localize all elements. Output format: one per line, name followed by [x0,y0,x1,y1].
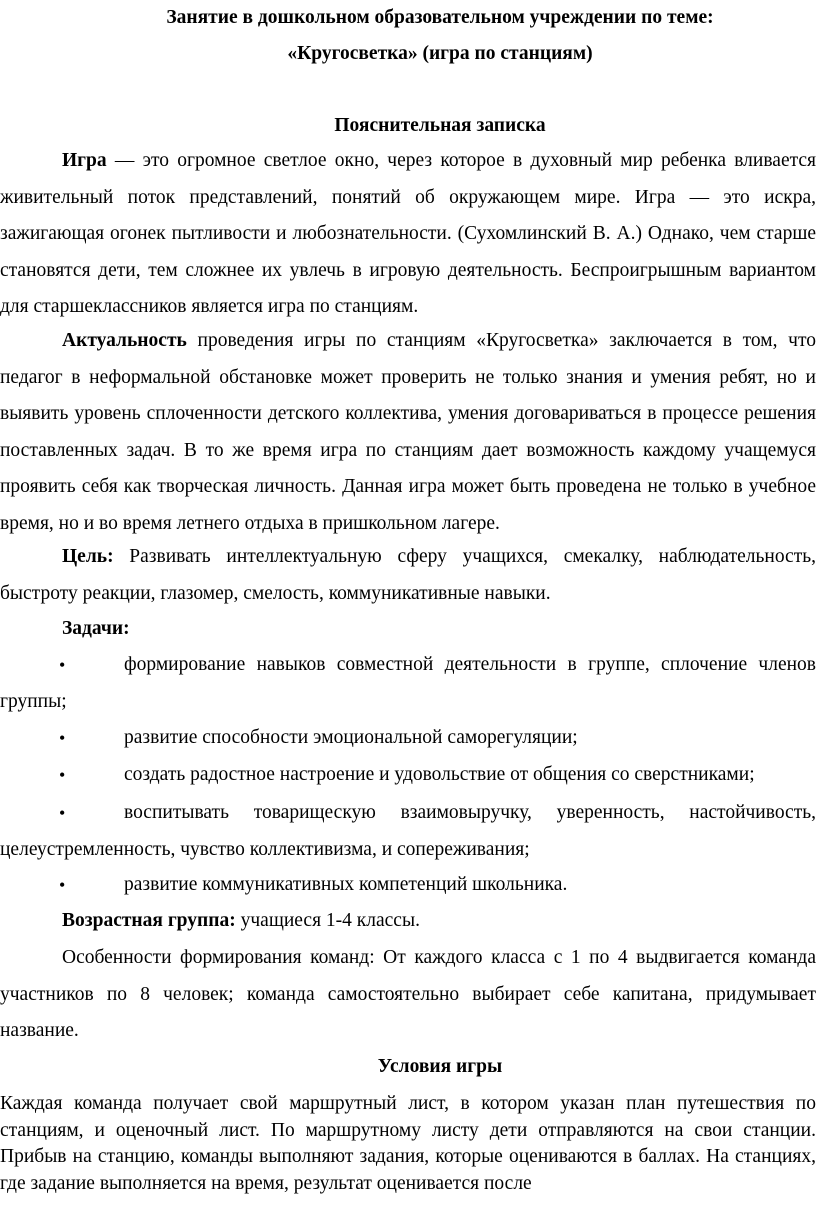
intro-text: — это огромное светлое окно, через которое в духовный мир ребенка вливается живительный поток представлений, понятий об окружающем мире. Игра — это искра, зажигающая огонек пытливости и любознательности. (Сухомлинский В. А.) Однако, чем старше становятся дети, тем сложнее их увлечь в игровую деятельность. Беспроигрышным вариантом для старшеклассников является игра по станциям. [0,150,816,317]
age-group-lead: Возрастная группа: [62,910,236,931]
relevance-lead: Актуальность [62,330,187,351]
bullet-icon: • [59,803,66,823]
age-group-text: учащиеся 1-4 классы. [235,910,420,931]
tasks-heading [0,611,816,648]
conditions-heading: Условия игры [377,1056,503,1077]
bullet-icon: • [59,765,66,785]
document-title-line-1: Занятие в дошкольном образовательном учреждении по теме: [166,7,714,28]
task-item [0,647,816,720]
task-text: формирование навыков совместной деятельности в группе, сплочение членов группы; [0,654,816,712]
document-title-line-2: «Кругосветка» (игра по станциям) [287,43,593,64]
task-item [0,720,816,757]
task-item [0,867,816,904]
tasks-heading-text: Задачи: [62,618,130,639]
goal-text: Развивать интеллектуальную сферу учащихся, смекалку, наблюдательность, быстроту реакции, глазомер, смелость, коммуникативные навыки. [0,546,816,604]
relevance-paragraph [0,323,816,542]
intro-lead: Игра [62,150,107,171]
age-group-paragraph [0,903,816,940]
explanatory-note-heading: Пояснительная записка [334,115,546,136]
goal-lead: Цель: [62,546,114,567]
intro-paragraph [0,143,816,326]
bullet-icon: • [59,728,66,748]
task-text: воспитывать товарищескую взаимовыручку, уверенность, настойчивость, целеустремленность, чувство коллективизма, и сопереживания; [0,802,816,860]
bullet-icon: • [59,875,66,895]
conditions-paragraph: Каждая команда получает свой маршрутный лист, в котором указан план путешествия по станциям, и оценочный лист. По маршрутному листу дети отправляются на свои станции. Прибыв на станцию, команды выполняют задания, которые оцениваются в баллах. На станциях, где задание выполняется на время, результат оценивается после [0,1093,816,1194]
goal-paragraph [0,539,816,612]
task-text: развитие способности эмоциональной саморегуляции; [124,727,578,748]
task-item [0,795,816,868]
task-text: развитие коммуникативных компетенций школьника. [124,874,568,895]
bullet-icon: • [59,655,66,675]
task-item [0,757,816,794]
teams-paragraph: Особенности формирования команд: От каждого класса с 1 по 4 выдвигается команда участников по 8 человек; команда самостоятельно выбирает себе капитана, придумывает название. [0,947,816,1041]
relevance-text: проведения игры по станциям «Кругосветка» заключается в том, что педагог в неформальной обстановке может проверить не только знания и умения ребят, но и выявить уровень сплоченности детского коллектива, умения договариваться в процессе решения поставленных задач. В то же время игра по станциям дает возможность каждому учащемуся проявить себя как творческая личность. Данная игра может быть проведена не только в учебное время, но и во время летнего отдыха в пришкольном лагере. [0,330,816,534]
task-text: создать радостное настроение и удовольствие от общения со сверстниками; [124,764,755,785]
